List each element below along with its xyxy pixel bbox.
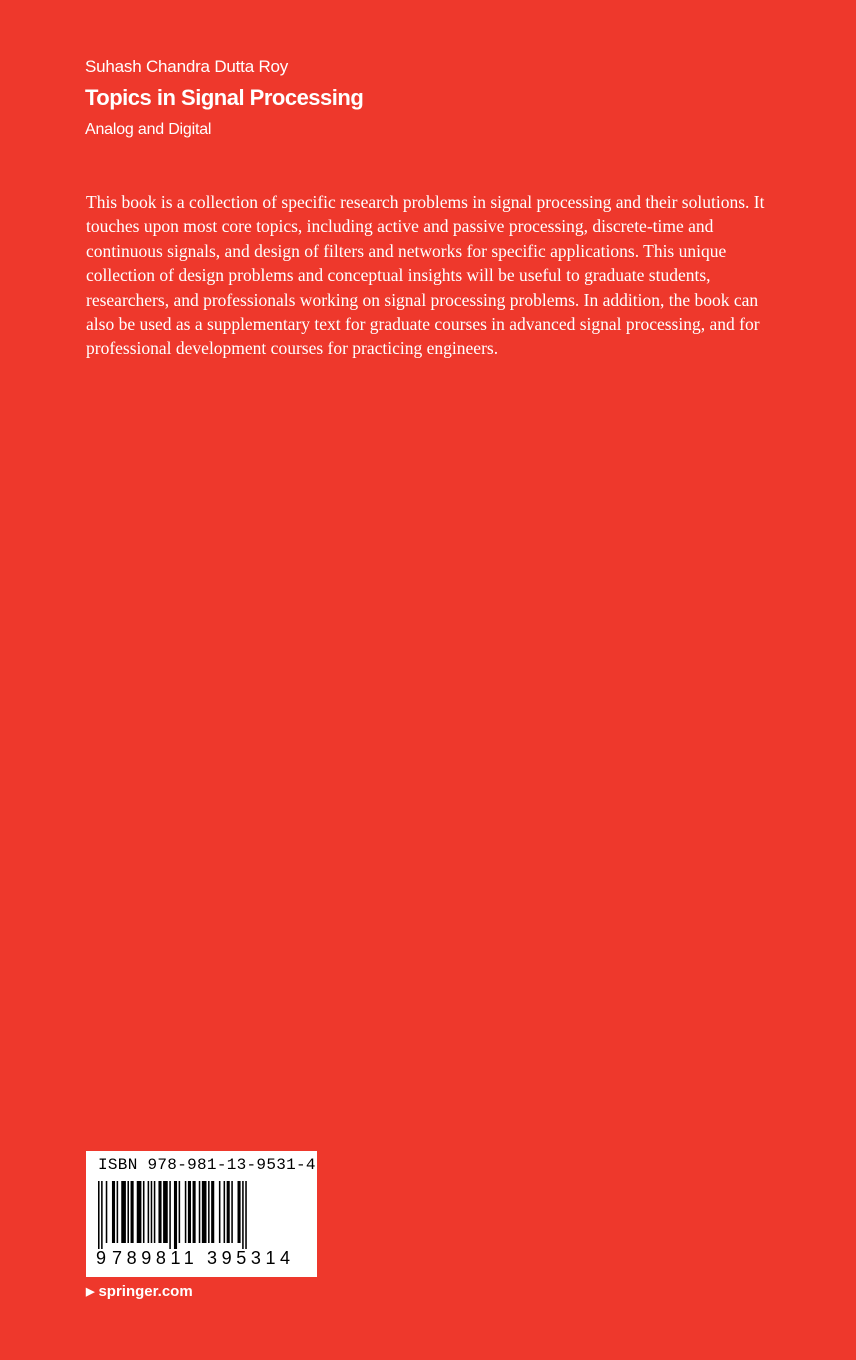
author-name: Suhash Chandra Dutta Roy [85,57,289,76]
barcode-digits [86,1248,317,1272]
book-description: This book is a collection of specific research problems in signal processing and their solutions. It touches upon most core topics, including active and passive processing, discrete-time and continuous signals, and design of filters and networks for specific applications. This unique collection of design problems and conceptual insights will be useful to graduate students, researchers, and professionals working on signal processing problems. In addition, the book can also be used as a supplementary text for graduate courses in advanced signal processing, and for professional development courses for practicing engineers. [86,192,765,359]
barcode-right-digits: 395314 [207,1248,295,1268]
barcode-icon [96,1181,307,1249]
isbn-label: ISBN 978-981-13-9531-4 [98,1156,316,1174]
barcode-left-digits: 789811 [112,1248,199,1268]
publisher-link[interactable] [86,1283,193,1300]
isbn-barcode-panel [86,1151,317,1277]
publisher-website: springer.com [98,1283,193,1300]
barcode-lead-digit: 9 [96,1248,107,1268]
triangle-right-icon: ▶ [86,1286,95,1298]
book-subtitle: Analog and Digital [85,121,212,138]
book-title: Topics in Signal Processing [85,85,364,110]
